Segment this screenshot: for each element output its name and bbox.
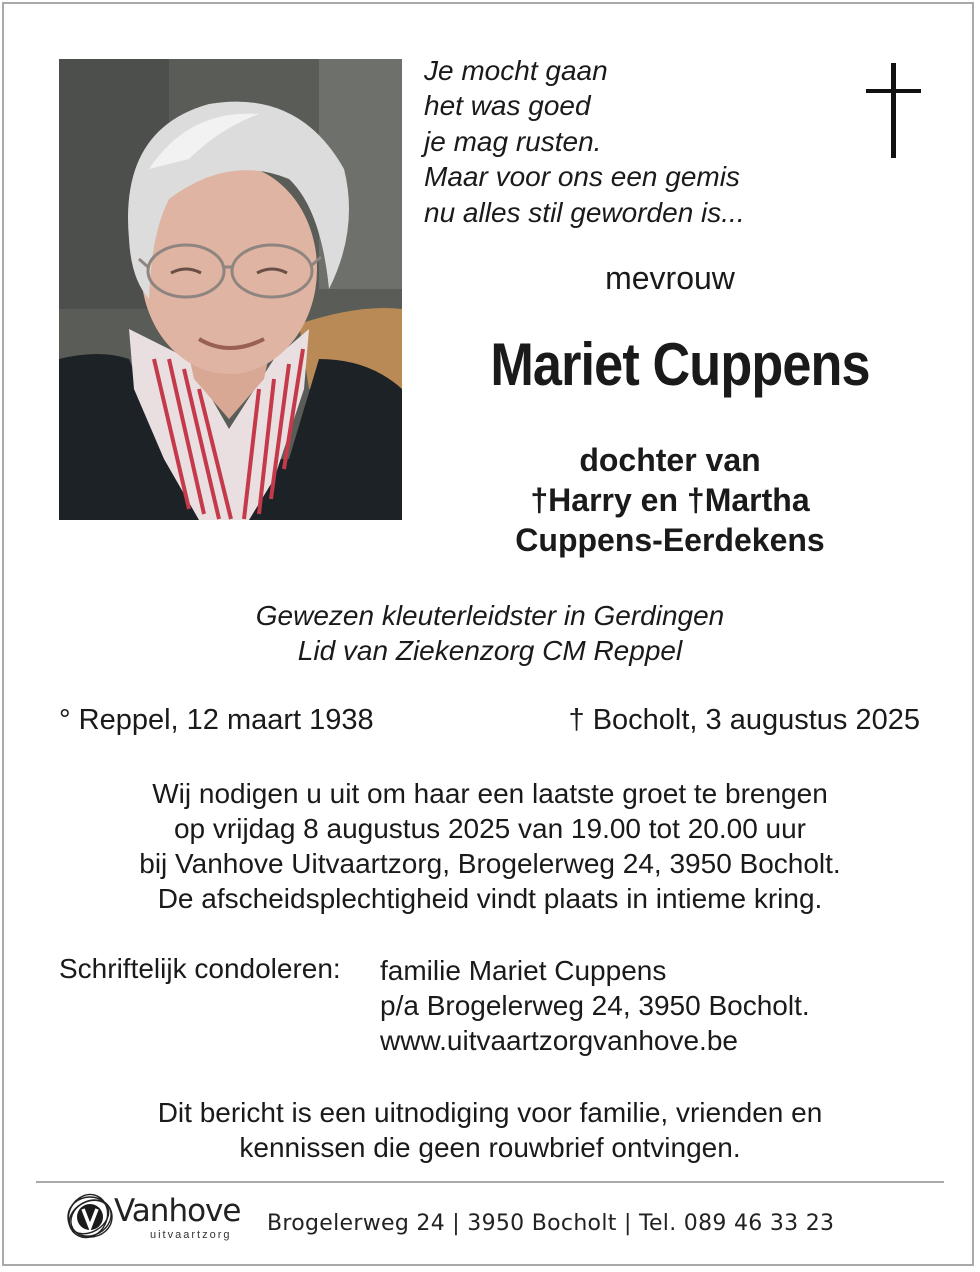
condolence-address <box>380 953 810 1058</box>
notice-line: Dit bericht is een uitnodiging voor familie, vrienden en <box>157 1097 823 1128</box>
vanhove-logo <box>64 1190 254 1250</box>
parents-line: †Harry en †Martha <box>530 482 810 518</box>
poem-line: je mag rusten. <box>424 125 602 157</box>
invitation-line: De afscheidsplechtigheid vindt plaats in intieme kring. <box>157 883 823 914</box>
poem-line: het was goed <box>424 90 591 122</box>
career-line: Lid van Ziekenzorg CM Reppel <box>297 635 683 666</box>
notice <box>0 1095 980 1165</box>
invitation-line: bij Vanhove Uitvaartzorg, Brogelerweg 24, 3950 Bocholt. <box>139 848 841 879</box>
death-info: † Bocholt, 3 augustus 2025 <box>568 704 920 736</box>
deceased-name: Mariet Cuppens <box>490 331 870 398</box>
birth-info: ° Reppel, 12 maart 1938 <box>59 704 374 736</box>
poem-line: Maar voor ons een gemis <box>424 161 740 193</box>
honorific: mevrouw <box>605 260 735 296</box>
invitation <box>0 776 980 916</box>
parents-line: Cuppens-Eerdekens <box>515 522 825 558</box>
parents-line: dochter van <box>579 442 761 478</box>
condolence-line: familie Mariet Cuppens <box>380 955 667 986</box>
poem <box>424 53 824 230</box>
career-line: Gewezen kleuterleidster in Gerdingen <box>255 600 725 631</box>
poem-line: nu alles stil geworden is... <box>424 196 745 228</box>
logo-subtitle: uitvaartzorg <box>150 1229 232 1241</box>
logo-name: Vanhove <box>114 1193 241 1229</box>
condolence-label: Schriftelijk condoleren: <box>59 953 341 984</box>
poem-line: Je mocht gaan <box>424 55 608 86</box>
condolence-website-link[interactable]: www.uitvaartzorgvanhove.be <box>380 1025 738 1056</box>
footer-address: Brogelerweg 24 | 3950 Bocholt | Tel. 089 46 33 23 <box>267 1211 835 1236</box>
invitation-line: Wij nodigen u uit om haar een laatste groet te brengen <box>152 778 828 809</box>
cross-icon <box>866 63 921 158</box>
portrait-photo <box>59 59 402 520</box>
notice-line: kennissen die geen rouwbrief ontvingen. <box>239 1132 741 1163</box>
parents <box>430 440 910 560</box>
footer-divider <box>36 1181 944 1183</box>
condolence-line: p/a Brogelerweg 24, 3950 Bocholt. <box>380 990 810 1021</box>
logo-emblem-icon <box>64 1192 116 1242</box>
career <box>0 598 980 668</box>
invitation-line: op vrijdag 8 augustus 2025 van 19.00 tot 20.00 uur <box>173 813 807 844</box>
